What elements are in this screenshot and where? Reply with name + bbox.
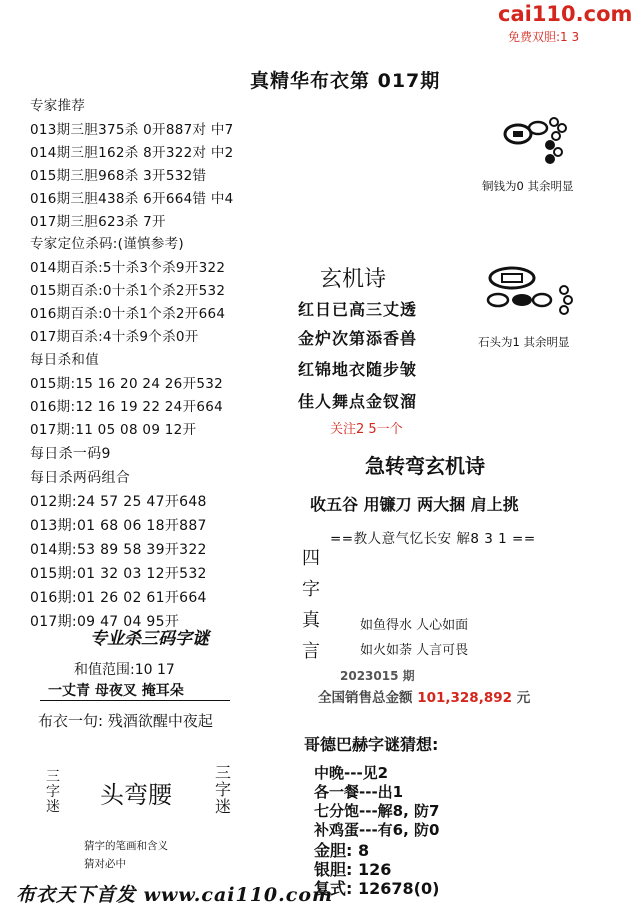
poem-title: 玄机诗 bbox=[320, 267, 387, 292]
sum-line: 016期:12 16 19 22 24开664 bbox=[30, 399, 224, 415]
position-line: 014期百杀:5十杀3个杀9开322 bbox=[30, 260, 226, 276]
riddle-line: 补鸡蛋---有6, 防0 bbox=[314, 821, 440, 839]
sum-heading: 每日杀和值 bbox=[30, 352, 99, 368]
gold-bile: 金胆: 8 bbox=[314, 841, 370, 860]
poem-line: 佳人舞点金钗溜 bbox=[298, 392, 418, 411]
expert-line: 013期三胆375杀 0开887对 中7 bbox=[30, 122, 234, 138]
brain-teaser-answer: ==教人意气忆长安 解8 3 1 == bbox=[330, 531, 536, 547]
sum-line: 017期:11 05 08 09 12开 bbox=[30, 422, 197, 438]
compound-bet: 复式: 12678(0) bbox=[314, 879, 440, 898]
two-code-line: 013期:01 68 06 18开887 bbox=[30, 518, 207, 534]
two-code-line: 014期:53 89 58 39开322 bbox=[30, 542, 207, 558]
riddle-word: 头弯腰 bbox=[100, 781, 172, 809]
riddle-line: 各一餐---出1 bbox=[314, 783, 404, 801]
poem-line: 红日已高三丈透 bbox=[298, 300, 418, 319]
guess-note: 猜字的笔画和含义 bbox=[84, 840, 168, 852]
silver-bile: 银胆: 126 bbox=[314, 860, 392, 879]
position-heading: 专家定位杀码:(谨慎参考) bbox=[30, 236, 184, 252]
riddle-line: 中晚---见2 bbox=[314, 764, 389, 782]
sum-line: 015期:15 16 20 24 26开532 bbox=[30, 376, 224, 392]
riddle-section-title: 专业杀三码字谜 bbox=[90, 629, 209, 649]
coin-note: 铜钱为0 其余明显 bbox=[482, 179, 574, 193]
four-char-label: 四 字 真 言 bbox=[302, 548, 320, 662]
sum-range: 和值范围:10 17 bbox=[74, 662, 175, 678]
page-title: 真精华布衣第 017期 bbox=[250, 70, 441, 92]
brain-teaser-line: 收五谷 用镰刀 两大捆 肩上挑 bbox=[310, 495, 519, 514]
position-line: 017期百杀:4十杀9个杀0开 bbox=[30, 329, 199, 345]
idiom-line: 如鱼得水 人心如面 bbox=[360, 618, 469, 633]
position-line: 015期百杀:0十杀1个杀2开532 bbox=[30, 283, 226, 299]
coin-illustration bbox=[496, 112, 586, 172]
divider bbox=[40, 700, 230, 701]
footer-site: 布衣天下首发 www.cai110.com bbox=[16, 884, 334, 906]
follow-note: 关注2 5一个 bbox=[330, 422, 403, 437]
stone-illustration bbox=[484, 264, 580, 328]
idiom-line-2: 如火如荼 人言可畏 bbox=[360, 643, 469, 658]
sales-amount: 101,328,892 bbox=[417, 690, 512, 706]
kill-one-code: 每日杀一码9 bbox=[30, 446, 111, 462]
two-code-heading: 每日杀两码组合 bbox=[30, 470, 131, 486]
brain-teaser-title: 急转弯玄机诗 bbox=[365, 454, 485, 478]
two-code-line: 017期:09 47 04 95开 bbox=[30, 614, 180, 630]
poem-line: 金炉次第添香兽 bbox=[298, 329, 418, 348]
three-char-label-right: 三 字 迷 bbox=[214, 763, 231, 816]
two-code-line: 016期:01 26 02 61开664 bbox=[30, 590, 207, 606]
position-line: 016期百杀:0十杀1个杀2开664 bbox=[30, 306, 226, 322]
site-logo-text: cai110.com bbox=[498, 2, 632, 26]
poem-line: 红锦地衣随步皱 bbox=[298, 360, 418, 379]
expert-heading: 专家推荐 bbox=[30, 98, 86, 114]
sales-total: 全国销售总金额 101,328,892 元 bbox=[318, 690, 531, 706]
riddle-words: 一丈青 母夜叉 掩耳朵 bbox=[48, 683, 184, 699]
expert-line: 014期三胆162杀 8开322对 中2 bbox=[30, 145, 234, 161]
issue-number: 2023015 期 bbox=[340, 669, 415, 683]
free-double-label: 免费双胆:1 3 bbox=[508, 30, 580, 44]
two-code-line: 012期:24 57 25 47开648 bbox=[30, 494, 207, 510]
stone-note: 石头为1 其余明显 bbox=[478, 335, 570, 349]
two-code-line: 015期:01 32 03 12开532 bbox=[30, 566, 207, 582]
expert-line: 017期三胆623杀 7开 bbox=[30, 214, 166, 230]
guess-note-2: 猜对必中 bbox=[84, 858, 126, 870]
three-char-label-left: 三 字 迷 bbox=[46, 769, 60, 815]
buyi-sentence: 布衣一句: 残酒欲醒中夜起 bbox=[38, 712, 213, 730]
goedel-title: 哥德巴赫字谜猜想: bbox=[304, 735, 439, 754]
riddle-line: 七分饱---解8, 防7 bbox=[314, 802, 440, 820]
expert-line: 015期三胆968杀 3开532错 bbox=[30, 168, 207, 184]
expert-line: 016期三胆438杀 6开664错 中4 bbox=[30, 191, 234, 207]
